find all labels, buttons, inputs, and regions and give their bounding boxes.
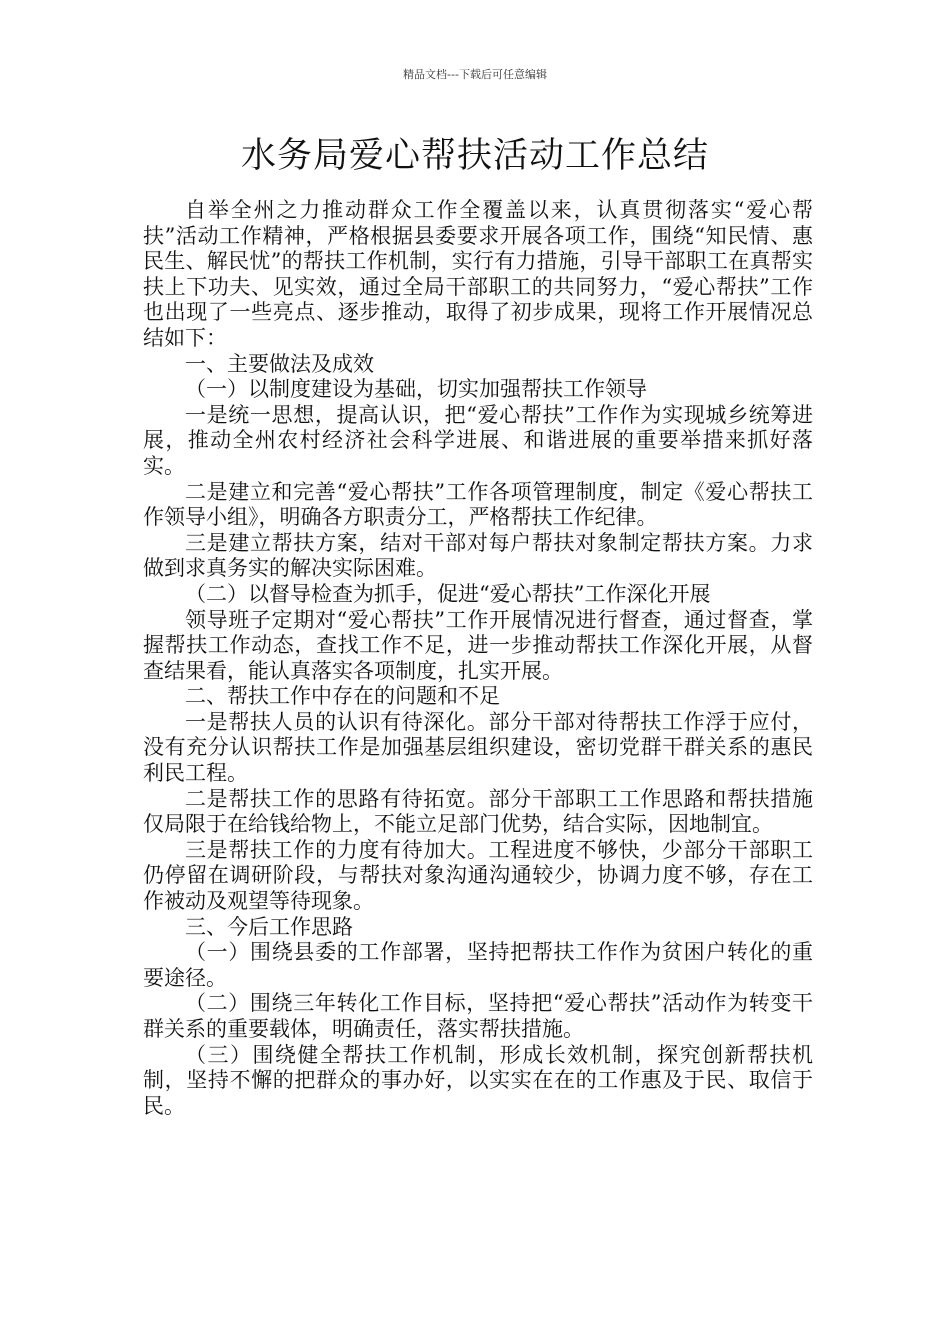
section-heading: 二、帮扶工作中存在的问题和不足 — [185, 684, 500, 709]
body-paragraph: 领导班子定期对“爱心帮扶”工作开展情况进行督查，通过督查，掌握帮扶工作动态，查找工作不足，进一步推动帮扶工作深化开展，从督查结果看，能认真落实各项制度，扎实开展。 — [143, 607, 813, 683]
body-paragraph: 一是统一思想，提高认识，把“爱心帮扶”工作作为实现城乡统筹进展，推动全州农村经济社会科学进展、和谐进展的重要举措来抓好落实。 — [143, 402, 813, 478]
body-paragraph: （二）围绕三年转化工作目标，坚持把“爱心帮扶”活动作为转变干群关系的重要载体，明确责任，落实帮扶措施。 — [143, 991, 813, 1041]
body-paragraph: 二是帮扶工作的思路有待拓宽。部分干部职工工作思路和帮扶措施仅局限于在给钱给物上，不能立足部门优势，结合实际，因地制宜。 — [143, 786, 813, 837]
document-body — [143, 198, 813, 1119]
subsection-heading: （二）以督导检查为抓手，促进“爱心帮扶”工作深化开展 — [185, 581, 711, 606]
section-heading: 三、今后工作思路 — [185, 914, 353, 939]
section-heading: 一、主要做法及成效 — [185, 351, 374, 376]
body-paragraph: 二是建立和完善“爱心帮扶”工作各项管理制度，制定《爱心帮扶工作领导小组》，明确各方职责分工，严格帮扶工作纪律。 — [143, 479, 813, 530]
intro-paragraph: 自举全州之力推动群众工作全覆盖以来，认真贯彻落实“爱心帮扶”活动工作精神，严格根据县委要求开展各项工作，围绕“知民情、惠民生、解民忧”的帮扶工作机制，实行有力措施，引导干部职工在真帮实扶上下功夫、见实效，通过全局干部职工的共同努力，“爱心帮扶”工作也出现了一些亮点、逐步推动，取得了初步成果，现将工作开展情况总结如下： — [143, 198, 813, 350]
document-title: 水务局爱心帮扶活动工作总结 — [240, 136, 709, 176]
body-paragraph: 一是帮扶人员的认识有待深化。部分干部对待帮扶工作浮于应付，没有充分认识帮扶工作是加强基层组织建设，密切党群干群关系的惠民利民工程。 — [143, 709, 813, 786]
header-note: 精品文档---下载后可任意编辑 — [403, 68, 547, 81]
body-paragraph: 三是帮扶工作的力度有待加大。工程进度不够快，少部分干部职工仍停留在调研阶段，与帮扶对象沟通沟通较少，协调力度不够，存在工作被动及观望等待现象。 — [143, 837, 813, 914]
body-paragraph: 三是建立帮扶方案，结对干部对每户帮扶对象制定帮扶方案。力求做到求真务实的解决实际困难。 — [143, 530, 813, 581]
body-paragraph: （三）围绕健全帮扶工作机制，形成长效机制，探究创新帮扶机制，坚持不懈的把群众的事办好，以实实在在的工作惠及于民、取信于民。 — [143, 1042, 813, 1118]
body-paragraph: （一）围绕县委的工作部署，坚持把帮扶工作作为贫困户转化的重要途径。 — [143, 940, 813, 990]
subsection-heading: （一）以制度建设为基础，切实加强帮扶工作领导 — [185, 377, 647, 402]
